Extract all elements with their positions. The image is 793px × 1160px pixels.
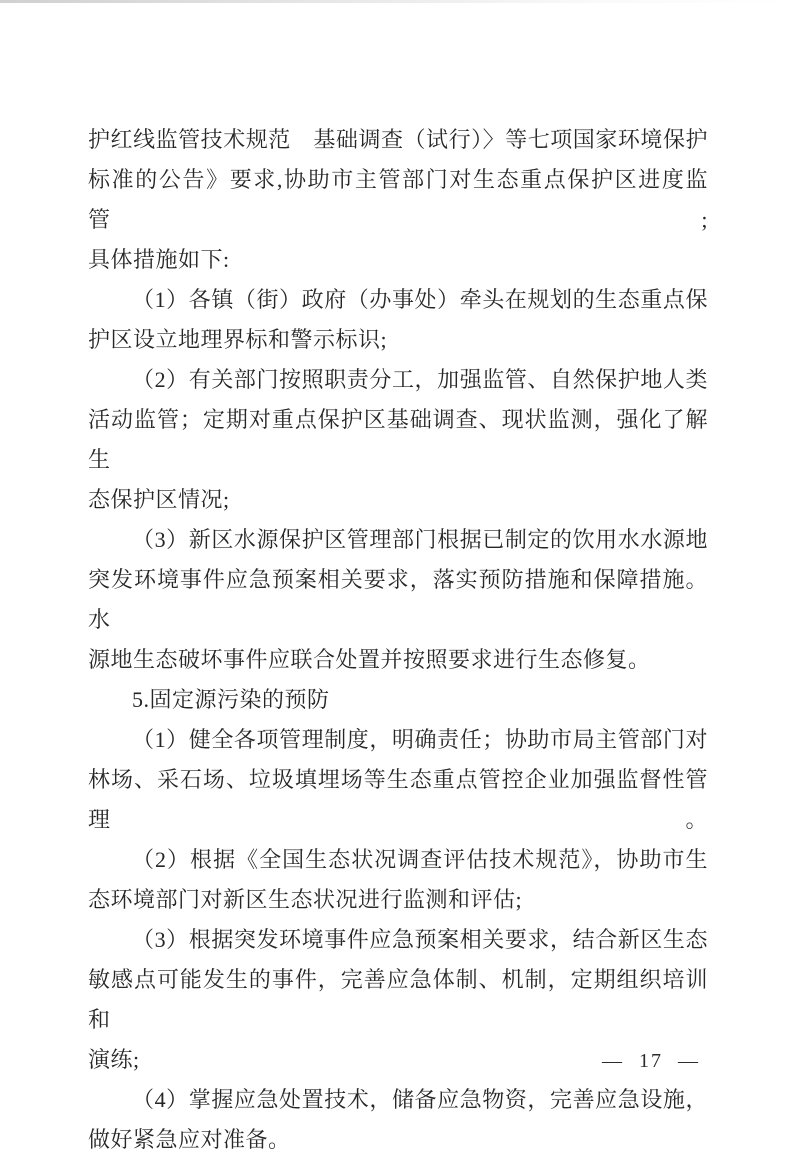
text-line: 源地生态破坏事件应联合处置并按照要求进行生态修复。 bbox=[88, 647, 651, 672]
text-line: 具体措施如下: bbox=[88, 247, 230, 272]
text-line: 态保护区情况; bbox=[88, 487, 230, 512]
page-number: — 17 — bbox=[602, 1050, 700, 1072]
text-line: 做好紧急应对准备。 bbox=[88, 1127, 291, 1152]
text-line: （3）新区水源保护区管理部门根据已制定的饮用水水源地 bbox=[132, 527, 708, 552]
scan-edge-artifact bbox=[0, 0, 793, 3]
text-line: 护区设立地理界标和警示标识; bbox=[88, 327, 388, 352]
text-line: （1）健全各项管理制度，明确责任；协助市局主管部门对 bbox=[132, 727, 708, 752]
text-line: 护红线监管技术规范 基础调查（试行）〉等七项国家环境保护 bbox=[88, 127, 708, 152]
text-line: （4）掌握应急处置技术，储备应急物资，完善应急设施， bbox=[132, 1087, 708, 1112]
text-line: 5.固定源污染的预防 bbox=[132, 687, 330, 712]
text-line: 敏感点可能发生的事件，完善应急体制、机制，定期组织培训和 bbox=[88, 967, 708, 1032]
text-line: 突发环境事件应急预案相关要求，落实预防措施和保障措施。水 bbox=[88, 567, 708, 632]
text-block bbox=[88, 120, 708, 1160]
text-line: （3）根据突发环境事件应急预案相关要求，结合新区生态 bbox=[132, 927, 708, 952]
text-line: （1）各镇（街）政府（办事处）牵头在规划的生态重点保 bbox=[132, 287, 708, 312]
text-line: 活动监管；定期对重点保护区基础调查、现状监测，强化了解生 bbox=[88, 407, 708, 472]
text-line: （2）根据《全国生态状况调查评估技术规范》，协助市生 bbox=[132, 847, 708, 872]
text-line: 林场、采石场、垃圾填埋场等生态重点管控企业加强监督性管理。 bbox=[88, 767, 708, 832]
text-line: 态环境部门对新区生态状况进行监测和评估; bbox=[88, 887, 523, 912]
text-line: 演练; bbox=[88, 1047, 140, 1072]
text-line: 标准的公告》要求,协助市主管部门对生态重点保护区进度监管; bbox=[88, 167, 708, 232]
text-line: （2）有关部门按照职责分工，加强监管、自然保护地人类 bbox=[132, 367, 708, 392]
